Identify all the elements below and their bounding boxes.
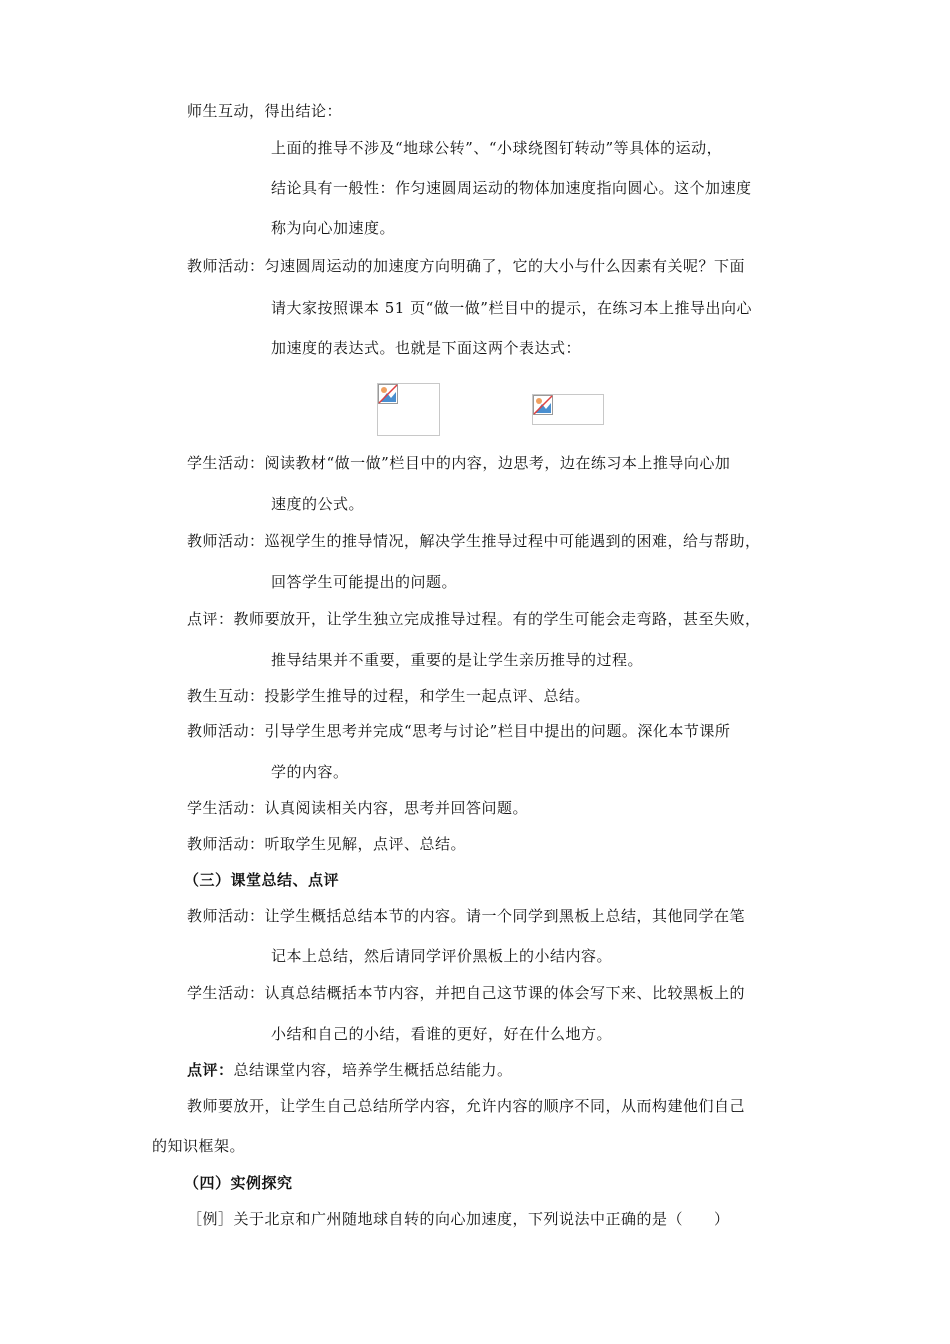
text-line (187, 686, 590, 706)
line-text: 结论具有一般性：作匀速圆周运动的物体加速度指向圆心。这个加速度 (271, 179, 752, 197)
line-text: 回答学生可能提出的问题。 (271, 573, 458, 591)
text-line (271, 494, 364, 514)
line-text: 阅读教材“做一做”栏目中的内容，边思考，边在练习本上推导向心加 (264, 454, 731, 472)
line-text: 巡视学生的推导情况，解决学生推导过程中可能遇到的困难，给与帮助， (264, 532, 761, 550)
text-line (271, 338, 581, 358)
line-text: 听取学生见解，点评、总结。 (264, 835, 467, 853)
line-text: 的知识框架。 (152, 1137, 246, 1155)
line-label: 点评： (187, 1061, 234, 1079)
text-line (187, 1209, 730, 1229)
line-label: 教师活动： (187, 722, 265, 740)
line-label: 学生活动： (187, 454, 265, 472)
text-line (187, 834, 466, 854)
text-line (187, 721, 730, 741)
text-line (187, 531, 761, 551)
text-line (271, 572, 457, 592)
text-line (271, 298, 752, 318)
text-line (187, 609, 761, 629)
broken-image-icon (378, 384, 398, 404)
text-line (271, 762, 349, 782)
text-line (271, 218, 395, 238)
line-text: 引导学生思考并完成“思考与讨论”栏目中提出的问题。深化本节课所 (264, 722, 731, 740)
text-line (271, 138, 722, 158)
text-line (187, 256, 745, 276)
formula-image (377, 383, 440, 436)
text-line (271, 946, 612, 966)
line-text: 加速度的表达式。也就是下面这两个表达式： (271, 339, 582, 357)
line-text: 让学生概括总结本节的内容。请一个同学到黑板上总结，其他同学在笔 (264, 907, 746, 925)
line-label: 学生活动： (187, 984, 265, 1002)
line-text: ［例］关于北京和广州随地球自转的向心加速度，下列说法中正确的是（ ） (187, 1210, 730, 1228)
line-text: 记本上总结，然后请同学评价黑板上的小结内容。 (271, 947, 613, 965)
heading-text: （四）实例探究 (184, 1174, 293, 1192)
line-text: 称为向心加速度。 (271, 219, 396, 237)
formula-image (532, 394, 604, 425)
line-text: 认真总结概括本节内容，并把自己这节课的体会写下来、比较黑板上的 (264, 984, 746, 1002)
line-label: 学生活动： (187, 799, 265, 817)
line-label: 点评： (187, 610, 234, 628)
line-label: 教生互动： (187, 687, 265, 705)
text-line (271, 1024, 612, 1044)
text-line (187, 1060, 513, 1080)
line-label: 教师活动： (187, 257, 265, 275)
text-line (187, 798, 528, 818)
line-text: 请大家按照课本 51 页“做一做”栏目中的提示，在练习本上推导出向心 (271, 299, 752, 317)
section-heading (184, 1173, 293, 1193)
text-line (187, 453, 730, 473)
text-line (187, 101, 342, 121)
text-line (152, 1136, 245, 1156)
line-text: 学的内容。 (271, 763, 349, 781)
line-text: 投影学生推导的过程，和学生一起点评、总结。 (264, 687, 591, 705)
line-text: 教师要放开，让学生自己总结所学内容，允许内容的顺序不同，从而构建他们自己 (187, 1097, 746, 1115)
text-line (187, 906, 745, 926)
line-text: 教师要放开，让学生独立完成推导过程。有的学生可能会走弯路，甚至失败， (233, 610, 761, 628)
line-text: 匀速圆周运动的加速度方向明确了，它的大小与什么因素有关呢？下面 (264, 257, 746, 275)
line-label: 教师活动： (187, 532, 265, 550)
heading-text: （三）课堂总结、点评 (184, 871, 340, 889)
line-text: 推导结果并不重要，重要的是让学生亲历推导的过程。 (271, 651, 644, 669)
text-line (187, 1096, 745, 1116)
text-line (271, 178, 752, 198)
line-text: 小结和自己的小结，看谁的更好，好在什么地方。 (271, 1025, 613, 1043)
line-text: 总结课堂内容，培养学生概括总结能力。 (233, 1061, 513, 1079)
section-heading (184, 870, 339, 890)
broken-image-icon (533, 395, 553, 415)
line-text: 上面的推导不涉及“地球公转”、“小球绕图钉转动”等具体的运动， (271, 139, 723, 157)
line-label: 教师活动： (187, 835, 265, 853)
line-text: 认真阅读相关内容，思考并回答问题。 (264, 799, 529, 817)
line-text: 师生互动，得出结论： (187, 102, 343, 120)
text-line (271, 650, 643, 670)
text-line (187, 983, 745, 1003)
line-label: 教师活动： (187, 907, 265, 925)
line-text: 速度的公式。 (271, 495, 365, 513)
